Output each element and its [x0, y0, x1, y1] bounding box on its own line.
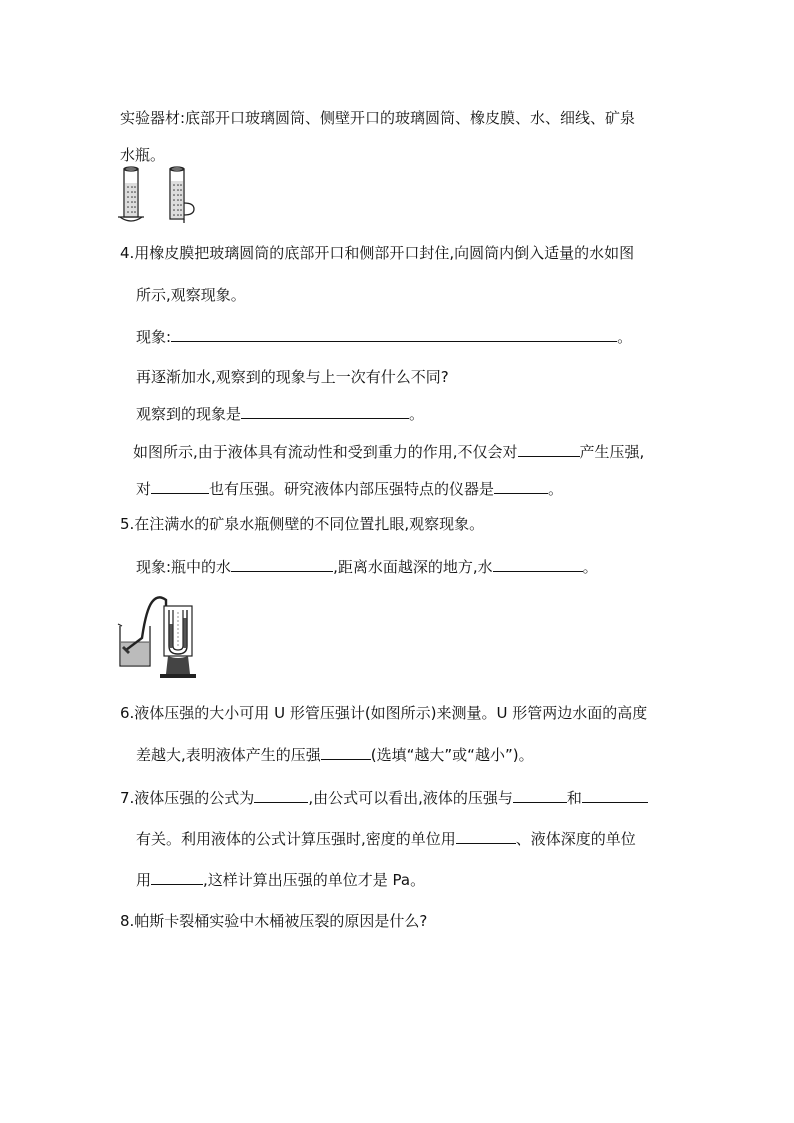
- q4-blank-3[interactable]: [494, 478, 548, 494]
- q4-conclusion-row-2: [136, 478, 563, 499]
- q7-row-3: [136, 869, 425, 890]
- q4-conclusion-text-5: 。: [548, 480, 564, 498]
- q7-row-1: [120, 787, 648, 808]
- q7-blank-factor-1[interactable]: [513, 787, 567, 803]
- q5-text-a: 现象:瓶中的水: [136, 558, 232, 576]
- q4-observation2-end: 。: [409, 405, 425, 423]
- q4-conclusion-text-2: 产生压强,: [579, 443, 645, 461]
- q4-line-2: 所示,观察现象。: [136, 286, 246, 304]
- q7-text-d: 有关。利用液体的公式计算压强时,密度的单位用: [136, 830, 456, 848]
- materials-line-2: 水瓶。: [120, 146, 166, 164]
- q6-text-b: (选填“越大”或“越小”)。: [370, 746, 534, 764]
- q7-text-b: ,由公式可以看出,液体的压强与: [308, 789, 513, 807]
- q5-text-c: 。: [582, 558, 598, 576]
- q4-observation2-label: 观察到的现象是: [136, 405, 242, 423]
- u-tube-manometer-figure: [114, 590, 196, 682]
- q6-text-a: 差越大,表明液体产生的压强: [136, 746, 321, 764]
- q5-text-b: ,距离水面越深的地方,水: [333, 558, 493, 576]
- q6-answer-row: [136, 744, 534, 765]
- q5-line-1: 5.在注满水的矿泉水瓶侧壁的不同位置扎眼,观察现象。: [120, 515, 485, 533]
- q7-blank-formula[interactable]: [254, 787, 308, 803]
- q4-observation2-row: [136, 403, 424, 424]
- q5-blank-2[interactable]: [493, 556, 583, 572]
- q5-answer-row: [136, 556, 598, 577]
- q4-conclusion-text-3: 对: [136, 480, 152, 498]
- q7-blank-factor-2[interactable]: [582, 787, 648, 803]
- q4-observation2-blank[interactable]: [241, 403, 409, 419]
- q5-blank-1[interactable]: [231, 556, 333, 572]
- q7-row-2: [136, 828, 636, 849]
- q7-text-f: 用: [136, 871, 152, 889]
- q4-observation-end: 。: [617, 328, 633, 346]
- q7-text-e: 、液体深度的单位: [515, 830, 636, 848]
- q4-more-water: 再逐渐加水,观察到的现象与上一次有什么不同?: [136, 368, 449, 386]
- glass-cylinders-figure: [112, 165, 202, 227]
- q4-conclusion-text-4: 也有压强。研究液体内部压强特点的仪器是: [209, 480, 495, 498]
- q4-observation-row: [136, 326, 632, 347]
- q7-text-c: 和: [566, 789, 582, 807]
- q4-blank-2[interactable]: [151, 478, 209, 494]
- q7-text-a: 7.液体压强的公式为: [120, 789, 255, 807]
- q4-observation-label: 现象:: [136, 328, 172, 346]
- q6-line-1: 6.液体压强的大小可用 U 形管压强计(如图所示)来测量。U 形管两边水面的高度: [120, 704, 648, 722]
- materials-line-1: 实验器材:底部开口玻璃圆筒、侧壁开口的玻璃圆筒、橡皮膜、水、细线、矿泉: [120, 109, 636, 127]
- q4-observation-blank[interactable]: [171, 326, 617, 342]
- q6-blank[interactable]: [321, 744, 371, 760]
- q7-text-g: ,这样计算出压强的单位才是 Pa。: [203, 871, 426, 889]
- q7-blank-density-unit[interactable]: [456, 828, 516, 844]
- q7-blank-depth-unit[interactable]: [151, 869, 203, 885]
- q8-line-1: 8.帕斯卡裂桶实验中木桶被压裂的原因是什么?: [120, 912, 428, 930]
- q4-line-1: 4.用橡皮膜把玻璃圆筒的底部开口和侧部开口封住,向圆筒内倒入适量的水如图: [120, 244, 635, 262]
- q4-conclusion-row-1: [133, 441, 644, 462]
- q4-blank-1[interactable]: [518, 441, 580, 457]
- q4-conclusion-text-1: 如图所示,由于液体具有流动性和受到重力的作用,不仅会对: [133, 443, 518, 461]
